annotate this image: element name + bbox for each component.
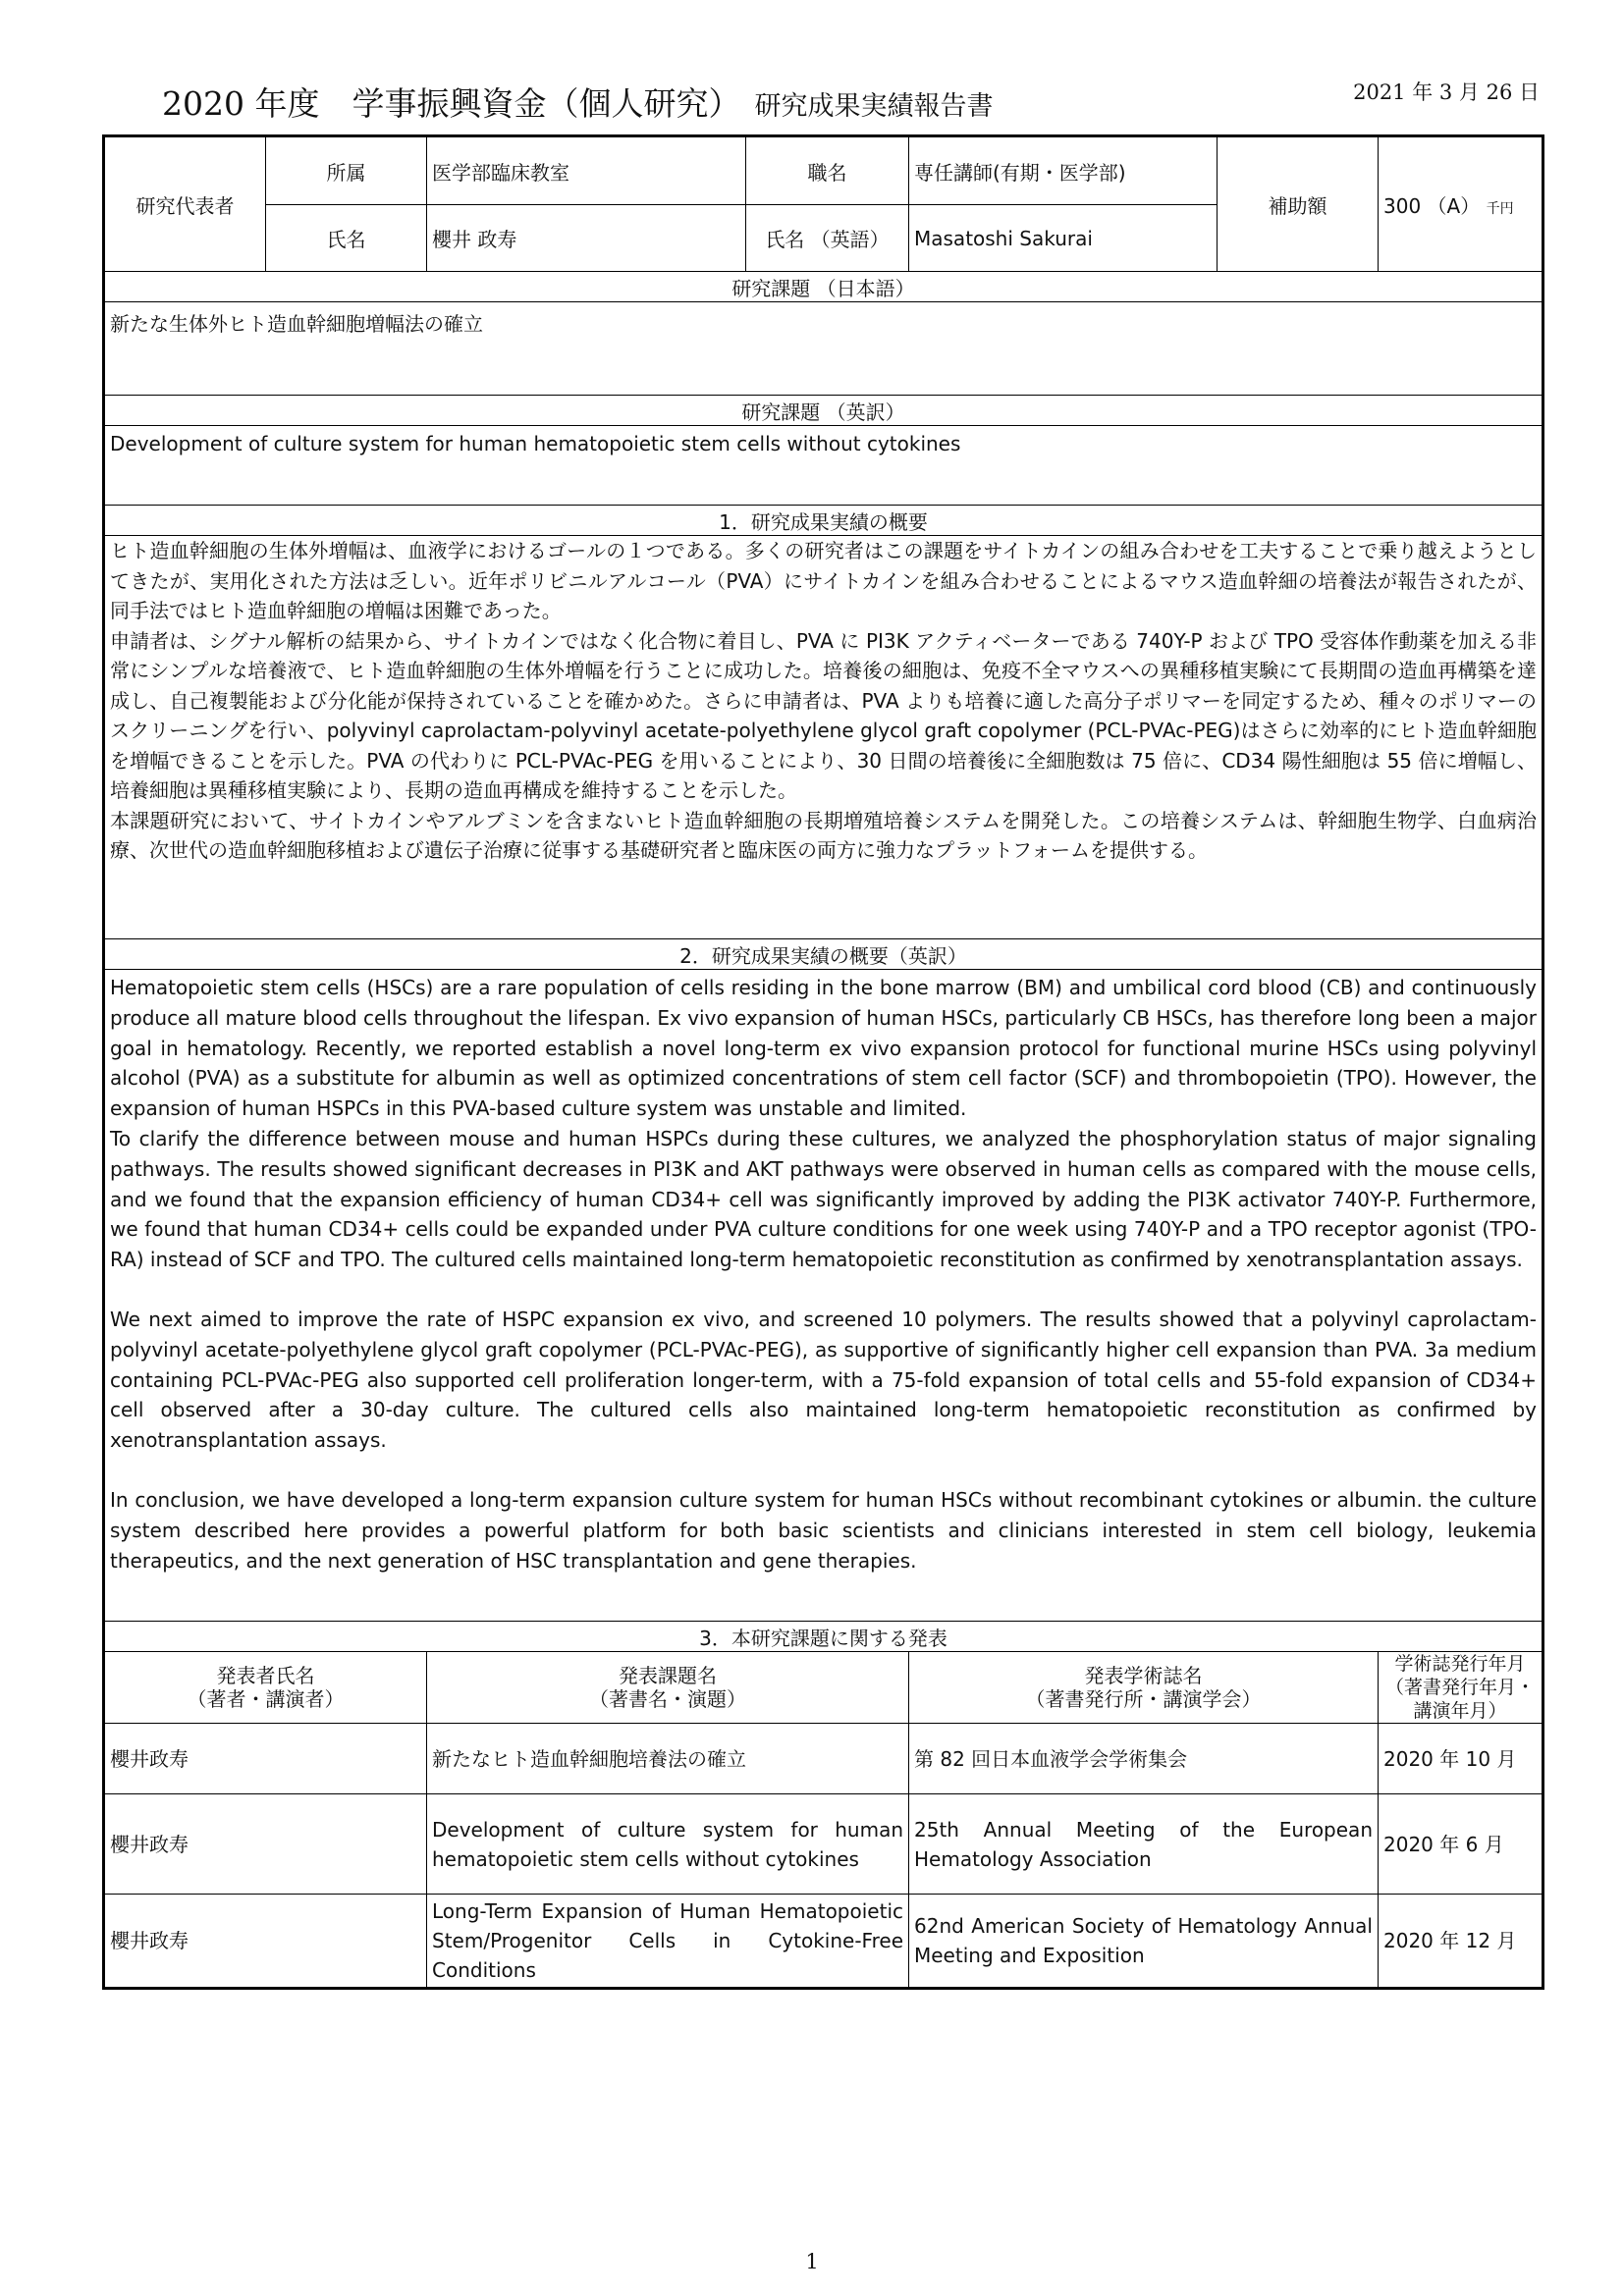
pub-presenter: 櫻井政寿 <box>104 1724 427 1794</box>
pub-journal: 第 82 回日本血液学会学術集会 <box>909 1724 1379 1794</box>
report-title <box>162 79 993 125</box>
title-main: 2020 年度 学事振興資金（個人研究） <box>162 84 741 123</box>
summary-jp-paragraph: 申請者は、シグナル解析の結果から、サイトカインではなく化合物に着目し、PVA に PI3K アクティベーターである 740Y-P および TPO 受容体作動薬を加える非常にシンプルな培養液で、ヒト造血幹細胞の生体外増幅を行うことに成功した。培養後の細胞は、免疫不全マウスへの異種移植実験にて長期間の造血再構築を達成し、自己複製能および分化能が保持されていることを確かめた。さらに申請者は、PVA よりも培養に適した高分子ポリマーを同定するため、種々のポリマーのスクリーニングを行い、polyvinyl caprolactam-polyvinyl acetate-polyethylene glycol graft copolymer (PCL-PVAc-PEG)はさらに効率的にヒト造血幹細胞を増幅できることを示した。PVA の代わりに PCL-PVAc-PEG を用いることにより、30 日間の培養後に全細胞数は 75 倍に、CD34 陽性細胞は 55 倍に増幅し、培養細胞は異種移植実験により、長期の造血再構成を維持することを示した。 <box>110 628 1537 802</box>
summary-en-paragraph: We next aimed to improve the rate of HSPC expansion ex vivo, and screened 10 polymers. The results showed that a polyvinyl caprolactam-polyvinyl acetate-polyethylene glycol graft copolymer (PCL-PVAc-PEG), as supportive of significantly higher cell expansion than PVA. 3a medium containing PCL-PVAc-PEG also supported cell proliferation longer-term, with a 75-fold expansion of total cells and 55-fold expansion of CD34+ cell observed after a 30-day culture. The cultured cells also maintained long-term hematopoietic reconstitution as confirmed by xenotransplantation assays. <box>110 1307 1537 1453</box>
col-journal-title: 発表学術誌名 <box>1084 1664 1203 1687</box>
paragraph-gap <box>110 1456 1537 1485</box>
title-sub: 研究成果実績報告書 <box>754 91 994 122</box>
col-journal-subtitle: （著書発行所・講演学会） <box>1025 1687 1262 1711</box>
col-presenter-header <box>104 1652 427 1724</box>
col-title-title: 発表課題名 <box>619 1664 717 1687</box>
summary-jp-paragraph: 本課題研究において、サイトカインやアルブミンを含まないヒト造血幹細胞の長期増殖培養システムを開発した。この培養システムは、幹細胞生物学、白血病治療、次世代の造血幹細胞移植および遺伝子治療に従事する基礎研究者と臨床医の両方に強力なプラットフォームを提供する。 <box>110 808 1537 862</box>
name-label: 氏名 <box>266 205 427 272</box>
col-date-subtitle: （著書発行年月・講演年月） <box>1384 1677 1535 1722</box>
topic-en-text: Development of culture system for human hematopoietic stem cells without cytokines <box>104 426 1543 506</box>
pub-date: 2020 年 12 月 <box>1379 1895 1543 1989</box>
pub-date: 2020 年 6 月 <box>1379 1794 1543 1895</box>
pub-journal: 25th Annual Meeting of the European Hematology Association <box>909 1794 1379 1895</box>
topic-jp-text: 新たな生体外ヒト造血幹細胞増幅法の確立 <box>104 302 1543 396</box>
affil-value: 医学部臨床教室 <box>427 136 746 205</box>
page-number: 1 <box>805 2250 819 2273</box>
summary-jp-heading: 1．研究成果実績の概要 <box>104 506 1543 536</box>
summary-jp-paragraph: ヒト造血幹細胞の生体外増幅は、血液学におけるゴールの１つである。多くの研究者はこの課題をサイトカインの組み合わせを工夫することで乗り越えようとしてきたが、実用化された方法は乏しい。近年ポリビニルアルコール（PVA）にサイトカインを組み合わせることによるマウス造血幹細の培養法が報告されたが、同手法ではヒト造血幹細胞の増幅は困難であった。 <box>110 539 1537 622</box>
grant-label: 補助額 <box>1218 136 1379 272</box>
pub-title: Development of culture system for human hematopoietic stem cells without cytokines <box>427 1794 909 1895</box>
summary-en-paragraph: To clarify the difference between mouse and human HSPCs during these cultures, we analyzed the phosphorylation status of major signaling pathways. The results showed significant decreases in PI3K and AKT pathways were observed in human cells as compared with the mouse cells, and we found that the expansion efficiency of human CD34+ cell was significantly improved by adding the PI3K activator 740Y-P. Furthermore, we found that human CD34+ cells could be expanded under PVA culture conditions for one week using 740Y-P and a TPO receptor agonist (TPO-RA) instead of SCF and TPO. The cultured cells maintained long-term hematopoietic reconstitution as confirmed by xenotransplantation assays. <box>110 1126 1537 1272</box>
paragraph-gap <box>110 1275 1537 1305</box>
summary-en-paragraph: Hematopoietic stem cells (HSCs) are a rare population of cells residing in the bone marrow (BM) and umbilical cord blood (CB) and continuously produce all mature blood cells throughout the lifespan. Ex vivo expansion of human HSCs, particularly CB HSCs, has therefore long been a major goal in hematology. Recently, we reported establish a novel long-term ex vivo expansion protocol for functional murine HSCs using polyvinyl alcohol (PVA) as a substitute for albumin as well as optimized concentrations of stem cell factor (SCF) and thrombopoietin (TPO). However, the expansion of human HSPCs in this PVA-based culture system was unstable and limited. <box>110 976 1537 1121</box>
pub-title: Long-Term Expansion of Human Hematopoietic Stem/Progenitor Cells in Cytokine-Free Conditions <box>427 1895 909 1989</box>
name-en-value: Masatoshi Sakurai <box>909 205 1218 272</box>
report-form <box>102 134 1544 1990</box>
pub-journal: 62nd American Society of Hematology Annual Meeting and Exposition <box>909 1895 1379 1989</box>
col-presenter-title: 発表者氏名 <box>216 1664 315 1687</box>
publications-heading: 3．本研究課題に関する発表 <box>104 1622 1543 1652</box>
grant-unit: 千円 <box>1486 200 1514 217</box>
affil-label: 所属 <box>266 136 427 205</box>
grant-value-cell <box>1379 136 1543 272</box>
col-presenter-subtitle: （著者・講演者） <box>187 1687 345 1711</box>
col-journal-header <box>909 1652 1379 1724</box>
summary-en-body <box>104 970 1543 1622</box>
pub-presenter: 櫻井政寿 <box>104 1794 427 1895</box>
col-date-header <box>1379 1652 1543 1724</box>
pub-title: 新たなヒト造血幹細胞培養法の確立 <box>427 1724 909 1794</box>
pub-presenter: 櫻井政寿 <box>104 1895 427 1989</box>
pub-date: 2020 年 10 月 <box>1379 1724 1543 1794</box>
topic-jp-heading: 研究課題 （日本語） <box>104 272 1543 302</box>
col-date-title: 学術誌発行年月 <box>1394 1653 1526 1675</box>
name-value: 櫻井 政寿 <box>427 205 746 272</box>
name-en-label: 氏名 （英語） <box>746 205 909 272</box>
topic-en-heading: 研究課題 （英訳） <box>104 396 1543 426</box>
summary-en-heading: 2．研究成果実績の概要（英訳） <box>104 939 1543 970</box>
position-label: 職名 <box>746 136 909 205</box>
summary-en-paragraph: In conclusion, we have developed a long-term expansion culture system for human HSCs without recombinant cytokines or albumin. the culture system described here provides a powerful platform for both basic scientists and clinicians interested in stem cell biology, leukemia therapeutics, and the next generation of HSC transplantation and gene therapies. <box>110 1487 1537 1573</box>
position-value: 専任講師(有期・医学部) <box>909 136 1218 205</box>
col-title-header <box>427 1652 909 1724</box>
grant-value: 300 （A） <box>1383 193 1481 218</box>
rep-label: 研究代表者 <box>104 136 266 272</box>
report-date: 2021 年 3 月 26 日 <box>1353 80 1540 104</box>
summary-jp-body <box>104 536 1543 939</box>
col-title-subtitle: （著書名・演題） <box>589 1687 746 1711</box>
